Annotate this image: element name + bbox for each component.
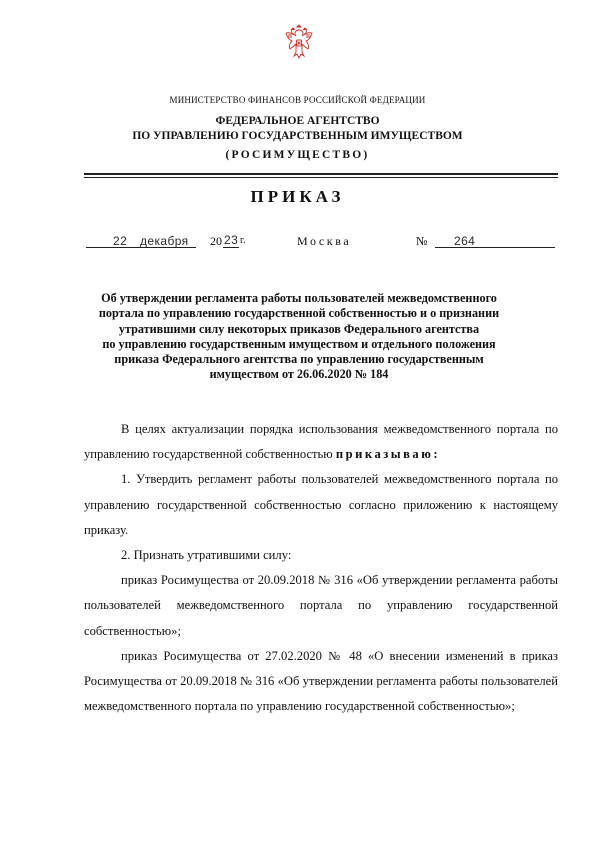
number-sign: № xyxy=(416,234,428,248)
city: Москва xyxy=(297,234,352,248)
title-line: Об утверждении регламента работы пользователей межведомственного xyxy=(101,291,497,305)
number-underline xyxy=(435,247,555,248)
russian-coat-of-arms-icon xyxy=(284,22,314,60)
date-line xyxy=(0,234,595,250)
agency-name-line1: ФЕДЕРАЛЬНОЕ АГЕНТСТВО xyxy=(215,115,380,127)
agency-name xyxy=(0,114,595,144)
document-body xyxy=(84,417,558,719)
header-divider-thin xyxy=(84,177,558,178)
preamble-paragraph xyxy=(84,417,558,467)
title-line: по управлению государственным имуществом и отдельного положения xyxy=(102,336,496,351)
ministry-name: МИНИСТЕРСТВО ФИНАНСОВ РОССИЙСКОЙ ФЕДЕРАЦИИ xyxy=(169,95,426,105)
year-underline xyxy=(223,247,239,248)
date-underline xyxy=(86,247,196,248)
document-type: ПРИКАЗ xyxy=(250,187,345,206)
title-line: имуществом от 26.06.2020 № 184 xyxy=(209,367,389,382)
date-year-suffix: 23 xyxy=(224,233,239,247)
agency-short-name: (РОСИМУЩЕСТВО) xyxy=(225,149,370,161)
preamble-text: В целях актуализации порядка использования межведомственного портала по управлению государственной собственностью xyxy=(84,422,558,462)
agency-name-line2: ПО УПРАВЛЕНИЮ ГОСУДАРСТВЕННЫМ ИМУЩЕСТВОМ xyxy=(132,130,463,142)
item-1: 1. Утвердить регламент работы пользователей межведомственного портала по управлению государственной собственностью согласно приложению к настоящему приказу. xyxy=(84,472,558,537)
title-line: портала по управлению государственной собственностью и о признании xyxy=(98,306,500,321)
decree-word: приказываю: xyxy=(335,447,441,462)
document-title xyxy=(70,291,528,383)
item-2-a: приказ Росимущества от 20.09.2018 № 316 «Об утверждении регламента работы пользователей межведомственного портала по управлению государственной собственностью»; xyxy=(84,573,558,638)
item-2: 2. Признать утратившими силу: xyxy=(121,548,292,563)
order-number: 264 xyxy=(454,234,476,248)
date-year-prefix: 20 xyxy=(210,234,222,248)
item-2-b: приказ Росимущества от 27.02.2020 № 48 «О внесении изменений в приказ Росимущества от 20.09.2018 № 316 «Об утверждении регламента работы пользователей межведомственного портала по управлению государственной собственностью»; xyxy=(84,648,558,714)
title-line: приказа Федерального агентства по управлению государственным xyxy=(114,352,484,367)
date-year-unit: г. xyxy=(240,235,246,246)
title-line: утратившими силу некоторых приказов Федерального агентства xyxy=(118,321,480,336)
header-divider-thick xyxy=(84,173,558,175)
date-month: декабря xyxy=(140,234,189,248)
date-day: 22 xyxy=(113,234,128,248)
